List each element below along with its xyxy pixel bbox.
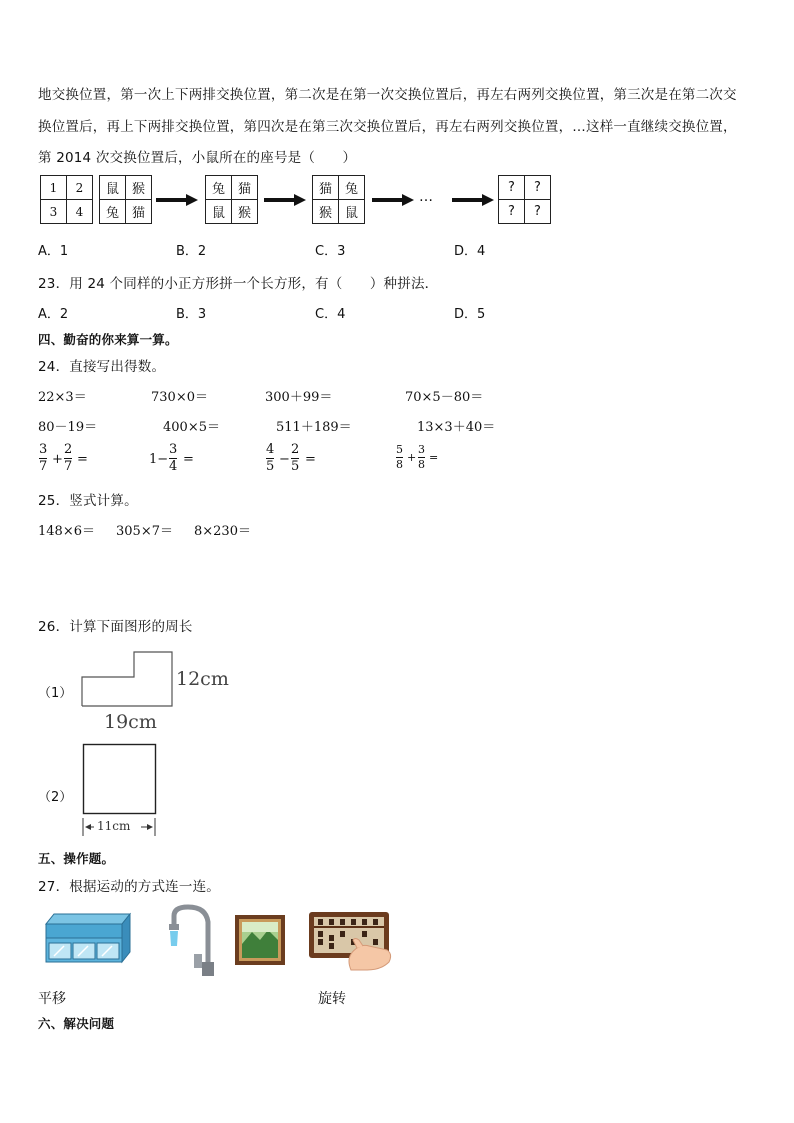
q22-text-line3: 第 2014 次交换位置后，小鼠所在的座号是（ ） (38, 150, 357, 166)
numerator: 2 (64, 442, 73, 457)
q22-option-a[interactable]: A．1 (38, 244, 69, 259)
animal-cell: 兔 (206, 176, 232, 200)
animal-cell: 猫 (232, 176, 258, 200)
section-heading-4: 四、勤奋的你来算一算。 (38, 332, 178, 347)
right-arrow-icon (372, 193, 414, 207)
q24-item: 511＋189＝ (276, 420, 352, 435)
plus-sign: + (407, 451, 417, 464)
denominator: 5 (291, 459, 300, 474)
framed-picture-image (234, 914, 286, 966)
numerator: 3 (39, 442, 48, 457)
unknown-cell: ? (525, 176, 551, 200)
figure-1-height-label: 12cm (176, 668, 229, 690)
numerator: 3 (169, 442, 178, 457)
numerator: 3 (418, 443, 425, 456)
seat-number: 4 (67, 200, 93, 224)
q23-option-b[interactable]: B．3 (176, 307, 207, 322)
q23-option-d[interactable]: D．5 (454, 307, 486, 322)
q23-text: 23．用 24 个同样的小正方形拼一个长方形，有（ ）种拼法． (38, 276, 439, 292)
q22-option-b[interactable]: B．2 (176, 244, 207, 259)
animal-cell: 猴 (313, 200, 339, 224)
fraction (64, 442, 72, 475)
section-heading-6: 六、解决问题 (38, 1016, 115, 1031)
q22-text-line1: 地交换位置，第一次上下两排交换位置，第二次是在第一次交换位置后，再左右两列交换位置，第三次是在第二次交 (38, 87, 737, 103)
fraction (396, 443, 403, 472)
q25-item: 148×6＝ (38, 524, 95, 539)
seat-number: 1 (41, 176, 67, 200)
fraction (169, 442, 177, 475)
animal-cell: 猴 (232, 200, 258, 224)
q22-option-d[interactable]: D．4 (454, 244, 486, 259)
denominator: 7 (39, 459, 48, 474)
q24-item: 80－19＝ (38, 420, 98, 435)
seat-number: 3 (41, 200, 67, 224)
stepped-figure (80, 650, 175, 708)
minus-sign: − (279, 452, 290, 467)
q24-item: 730×0＝ (151, 390, 208, 405)
denominator: 4 (169, 459, 178, 474)
numerator: 2 (291, 442, 300, 457)
seat-number: 2 (67, 176, 93, 200)
square-figure (82, 743, 158, 815)
numerator: 4 (266, 442, 275, 457)
fraction (266, 442, 274, 475)
q22-option-c[interactable]: C．3 (315, 244, 346, 259)
figure-1-label: （1） (38, 686, 73, 701)
animal-cell: 猫 (126, 200, 152, 224)
figure-2-side-label: 11cm (97, 819, 131, 833)
animal-cell: 兔 (339, 176, 365, 200)
animal-cell: 猴 (126, 176, 152, 200)
figure-1-width-label: 19cm (104, 711, 157, 733)
fraction (291, 442, 299, 475)
equals-sign: = (183, 452, 194, 467)
water-faucet-image (164, 904, 216, 978)
q25-title: 25．竖式计算。 (38, 493, 138, 509)
q24-item: 13×3＋40＝ (417, 420, 496, 435)
denominator: 7 (64, 459, 73, 474)
q27-title: 27．根据运动的方式连一连。 (38, 879, 220, 895)
right-arrow-icon (156, 193, 198, 207)
q24-item: 300＋99＝ (265, 390, 333, 405)
q24-item: 22×3＝ (38, 390, 87, 405)
q23-option-a[interactable]: A．2 (38, 307, 69, 322)
denominator: 8 (418, 458, 425, 471)
animal-cell: 兔 (100, 200, 126, 224)
abacus-image (307, 910, 393, 972)
q25-item: 305×7＝ (116, 524, 173, 539)
unknown-cell: ? (499, 200, 525, 224)
animal-cell: 鼠 (100, 176, 126, 200)
q24-title: 24．直接写出得数。 (38, 359, 166, 375)
unknown-grid (498, 175, 551, 224)
animal-cell: 鼠 (206, 200, 232, 224)
plus-sign: + (52, 452, 63, 467)
fraction (418, 443, 425, 472)
figure-2-label: （2） (38, 790, 73, 805)
ellipsis: … (419, 189, 433, 205)
minuend: 1− (149, 452, 169, 467)
animal-grid-step1 (205, 175, 258, 224)
right-arrow-icon (452, 193, 494, 207)
numerator: 5 (396, 443, 403, 456)
q24-item: 70×5－80＝ (405, 390, 484, 405)
equals-sign: = (305, 452, 316, 467)
denominator: 5 (266, 459, 275, 474)
label-rotation: 旋转 (318, 991, 346, 1007)
q25-item: 8×230＝ (194, 524, 251, 539)
animal-cell: 鼠 (339, 200, 365, 224)
equals-sign: = (77, 452, 88, 467)
q23-option-c[interactable]: C．4 (315, 307, 346, 322)
q24-item: 400×5＝ (163, 420, 220, 435)
animal-cell: 猫 (313, 176, 339, 200)
drawer-cabinet-image (42, 912, 132, 966)
seat-number-grid (40, 175, 93, 224)
section-heading-5: 五、操作题。 (38, 851, 115, 866)
denominator: 8 (396, 458, 403, 471)
right-arrow-icon (264, 193, 306, 207)
unknown-cell: ? (525, 200, 551, 224)
animal-grid-initial (99, 175, 152, 224)
fraction (39, 442, 47, 475)
unknown-cell: ? (499, 176, 525, 200)
equals-sign: = (429, 451, 439, 464)
label-translation: 平移 (38, 991, 66, 1007)
q22-text-line2: 换位置后，再上下两排交换位置，第四次是在第三次交换位置后，再左右两列交换位置，…这样一直继续交换位置， (38, 119, 737, 135)
animal-grid-step2 (312, 175, 365, 224)
q26-title: 26．计算下面图形的周长 (38, 619, 193, 635)
